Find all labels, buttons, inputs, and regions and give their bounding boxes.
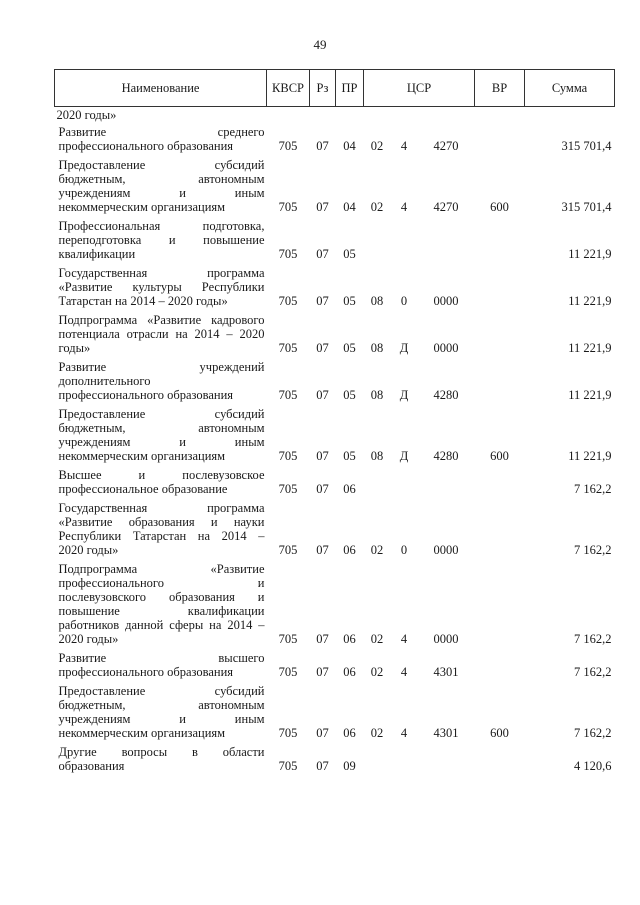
cell-rz: 07: [316, 543, 329, 557]
cell-csr2: 4: [400, 665, 408, 679]
cell-pr: 04: [343, 139, 356, 153]
cell-sum: 11 221,9: [568, 294, 612, 308]
row-name-line: Подпрограмма «Развитие кадрового: [58, 313, 265, 327]
table-body: [55, 107, 615, 779]
row-name-line: квалификации: [58, 247, 136, 261]
cell-sum: 7 162,2: [574, 726, 612, 740]
cell-csr1: 08: [370, 341, 384, 355]
cell-rz: 07: [316, 759, 329, 773]
cell-vr: [475, 501, 525, 562]
cell-rz: 07: [316, 247, 329, 261]
cell-csr1: 02: [370, 543, 384, 557]
row-name-line: некоммерческим организациям: [58, 200, 226, 214]
cell-vr: [475, 266, 525, 313]
cell-csr1: 02: [370, 665, 384, 679]
cell-csr2: Д: [399, 449, 409, 463]
cell-sum: 315 701,4: [561, 200, 612, 214]
cell-csr1: [364, 107, 391, 126]
row-name-line: некоммерческим организациям: [58, 449, 226, 463]
cell-kvsr: 705: [278, 632, 298, 646]
cell-sum: 7 162,2: [574, 665, 612, 679]
table-row: [55, 745, 615, 778]
cell-csr1: [364, 219, 391, 266]
header-rz: Рз: [310, 70, 336, 107]
cell-csr2: [391, 107, 418, 126]
cell-pr: 05: [343, 247, 356, 261]
cell-kvsr: 705: [278, 482, 298, 496]
header-pr: ПР: [336, 70, 364, 107]
cell-pr: 06: [343, 665, 356, 679]
table-row: [55, 651, 615, 684]
cell-csr1: 08: [370, 388, 384, 402]
row-name-line: переподготовка и повышение: [58, 233, 265, 247]
header-kvsr: КВСР: [267, 70, 310, 107]
header-name: Наименование: [55, 70, 267, 107]
row-name: [55, 158, 267, 219]
header-sum: Сумма: [525, 70, 615, 107]
row-name-line: потенциала отрасли на 2014 – 2020: [58, 327, 265, 341]
cell-kvsr: 705: [278, 247, 298, 261]
cell-rz: 07: [316, 726, 329, 740]
row-name-line: дополнительного: [58, 374, 151, 388]
row-name-line: профессионального образования: [58, 139, 234, 153]
cell-csr2: 4: [400, 139, 408, 153]
row-name-line: профессионального образования: [58, 665, 234, 679]
cell-vr: [475, 468, 525, 501]
row-name-line: профессионального образования: [58, 388, 234, 402]
cell-rz: 07: [316, 200, 329, 214]
cell-csr2: 4: [400, 726, 408, 740]
cell-vr: [475, 360, 525, 407]
cell-pr: 05: [343, 388, 356, 402]
table-row: [55, 468, 615, 501]
row-name-line: 2020 годы»: [56, 108, 117, 122]
row-name-line: работников данной сферы на 2014 –: [58, 618, 265, 632]
row-name-line: Предоставление субсидий: [58, 684, 265, 698]
row-name-line: Предоставление субсидий: [58, 407, 265, 421]
cell-rz: 07: [316, 449, 329, 463]
row-name-line: Профессиональная подготовка,: [58, 219, 265, 233]
row-name-line: Государственная программа: [58, 266, 265, 280]
row-name-line: Высшее и послевузовское: [58, 468, 265, 482]
cell-pr: 06: [343, 726, 356, 740]
row-name: [55, 684, 267, 745]
row-name-line: учреждениям и иным: [58, 712, 265, 726]
table-row: [55, 684, 615, 745]
cell-sum: 7 162,2: [574, 632, 612, 646]
row-name-line: профессионального и: [58, 576, 265, 590]
row-name-line: повышение квалификации: [58, 604, 265, 618]
row-name-line: Подпрограмма «Развитие: [58, 562, 265, 576]
row-name: [55, 562, 267, 651]
cell-csr2: [391, 219, 418, 266]
cell-sum: 7 162,2: [574, 543, 612, 557]
row-name-line: годы»: [58, 341, 91, 355]
cell-vr: 600: [490, 726, 509, 740]
cell-csr1: [364, 745, 391, 778]
cell-sum: 11 221,9: [568, 341, 612, 355]
cell-vr: 600: [490, 449, 509, 463]
cell-rz: 07: [316, 341, 329, 355]
cell-csr3: 0000: [433, 294, 459, 308]
cell-sum: 4 120,6: [574, 759, 612, 773]
cell-kvsr: 705: [278, 543, 298, 557]
cell-pr: 05: [343, 341, 356, 355]
cell-pr: 05: [343, 449, 356, 463]
table-row: [55, 266, 615, 313]
cell-vr: [475, 562, 525, 651]
cell-csr3: 4270: [433, 200, 459, 214]
cell-kvsr: 705: [278, 294, 298, 308]
row-name: [55, 501, 267, 562]
cell-pr: [336, 107, 364, 126]
row-name: [55, 360, 267, 407]
cell-vr: [475, 219, 525, 266]
row-name-line: образования: [58, 759, 125, 773]
cell-csr3: 0000: [433, 632, 459, 646]
cell-csr3: [418, 107, 475, 126]
row-name: [55, 219, 267, 266]
budget-table: [54, 69, 615, 778]
cell-rz: 07: [316, 482, 329, 496]
cell-csr1: 08: [370, 449, 384, 463]
cell-csr1: 02: [370, 139, 384, 153]
row-name-line: Развитие высшего: [58, 651, 265, 665]
row-name-line: Государственная программа: [58, 501, 265, 515]
cell-pr: 06: [343, 543, 356, 557]
cell-sum: 315 701,4: [561, 139, 612, 153]
cell-kvsr: 705: [278, 449, 298, 463]
cell-csr1: [364, 468, 391, 501]
row-name: [55, 313, 267, 360]
cell-vr: [475, 651, 525, 684]
row-name-line: Предоставление субсидий: [58, 158, 265, 172]
cell-csr3: 4301: [433, 726, 459, 740]
table-row: [55, 219, 615, 266]
cell-csr1: 02: [370, 726, 384, 740]
cell-csr3: 4301: [433, 665, 459, 679]
cell-csr3: 0000: [433, 543, 459, 557]
cell-csr3: 4270: [433, 139, 459, 153]
row-name: [55, 651, 267, 684]
row-name: [55, 266, 267, 313]
cell-csr2: Д: [399, 341, 409, 355]
cell-csr3: [418, 468, 475, 501]
row-name-line: некоммерческим организациям: [58, 726, 226, 740]
cell-csr3: [418, 745, 475, 778]
row-name: [55, 468, 267, 501]
header-vr: ВР: [475, 70, 525, 107]
cell-csr1: 02: [370, 200, 384, 214]
cell-kvsr: 705: [278, 759, 298, 773]
row-name-line: 2020 годы»: [58, 543, 119, 557]
cell-csr2: 4: [400, 200, 408, 214]
cell-csr2: 4: [400, 632, 408, 646]
row-name-line: бюджетным, автономным: [58, 172, 265, 186]
table-row: [55, 360, 615, 407]
cell-vr: [475, 313, 525, 360]
cell-vr: [475, 745, 525, 778]
row-name-line: 2020 годы»: [58, 632, 119, 646]
row-name: [55, 407, 267, 468]
row-name-line: Другие вопросы в области: [58, 745, 265, 759]
cell-rz: 07: [316, 139, 329, 153]
cell-sum: 11 221,9: [568, 247, 612, 261]
cell-kvsr: 705: [278, 139, 298, 153]
cell-csr2: 0: [400, 543, 408, 557]
row-name-line: Развитие учреждений: [58, 360, 265, 374]
table-row: [55, 158, 615, 219]
row-name-line: учреждениям и иным: [58, 186, 265, 200]
cell-kvsr: [267, 107, 310, 126]
cell-vr: 600: [490, 200, 509, 214]
cell-sum: [525, 107, 615, 126]
row-name-line: профессиональное образование: [58, 482, 228, 496]
cell-csr2: 0: [400, 294, 408, 308]
cell-vr: [475, 125, 525, 158]
cell-csr2: Д: [399, 388, 409, 402]
cell-rz: 07: [316, 632, 329, 646]
cell-kvsr: 705: [278, 388, 298, 402]
cell-csr3: 0000: [433, 341, 459, 355]
cell-pr: 09: [343, 759, 356, 773]
cell-rz: [310, 107, 336, 126]
cell-rz: 07: [316, 388, 329, 402]
cell-csr3: 4280: [433, 388, 459, 402]
row-name-line: Республики Татарстан на 2014 –: [58, 529, 265, 543]
row-name-line: «Развитие культуры Республики: [58, 280, 265, 294]
row-name: [55, 745, 267, 778]
cell-pr: 04: [343, 200, 356, 214]
page-number: 49: [313, 37, 327, 52]
cell-sum: 11 221,9: [568, 388, 612, 402]
row-name-line: Татарстан на 2014 – 2020 годы»: [58, 294, 228, 308]
table-row: [55, 407, 615, 468]
cell-csr3: 4280: [433, 449, 459, 463]
cell-kvsr: 705: [278, 726, 298, 740]
cell-csr2: [391, 745, 418, 778]
table-header-row: [55, 70, 615, 107]
cell-sum: 11 221,9: [568, 449, 612, 463]
row-name: [55, 107, 267, 126]
cell-csr1: 02: [370, 632, 384, 646]
row-name-line: послевузовского образования и: [58, 590, 265, 604]
cell-sum: 7 162,2: [574, 482, 612, 496]
cell-csr1: 08: [370, 294, 384, 308]
row-name-line: «Развитие образования и науки: [58, 515, 265, 529]
table-row: [55, 125, 615, 158]
cell-pr: 05: [343, 294, 356, 308]
row-name: [55, 125, 267, 158]
row-name-line: Развитие среднего: [58, 125, 265, 139]
header-csr: ЦСР: [364, 70, 475, 107]
table-row: [55, 107, 615, 126]
cell-rz: 07: [316, 665, 329, 679]
cell-vr: [475, 107, 525, 126]
table-row: [55, 313, 615, 360]
cell-pr: 06: [343, 482, 356, 496]
row-name-line: учреждениям и иным: [58, 435, 265, 449]
cell-csr3: [418, 219, 475, 266]
table-row: [55, 562, 615, 651]
cell-rz: 07: [316, 294, 329, 308]
table-row: [55, 501, 615, 562]
cell-kvsr: 705: [278, 665, 298, 679]
row-name-line: бюджетным, автономным: [58, 698, 265, 712]
row-name-line: бюджетным, автономным: [58, 421, 265, 435]
cell-csr2: [391, 468, 418, 501]
cell-kvsr: 705: [278, 200, 298, 214]
cell-kvsr: 705: [278, 341, 298, 355]
cell-pr: 06: [343, 632, 356, 646]
